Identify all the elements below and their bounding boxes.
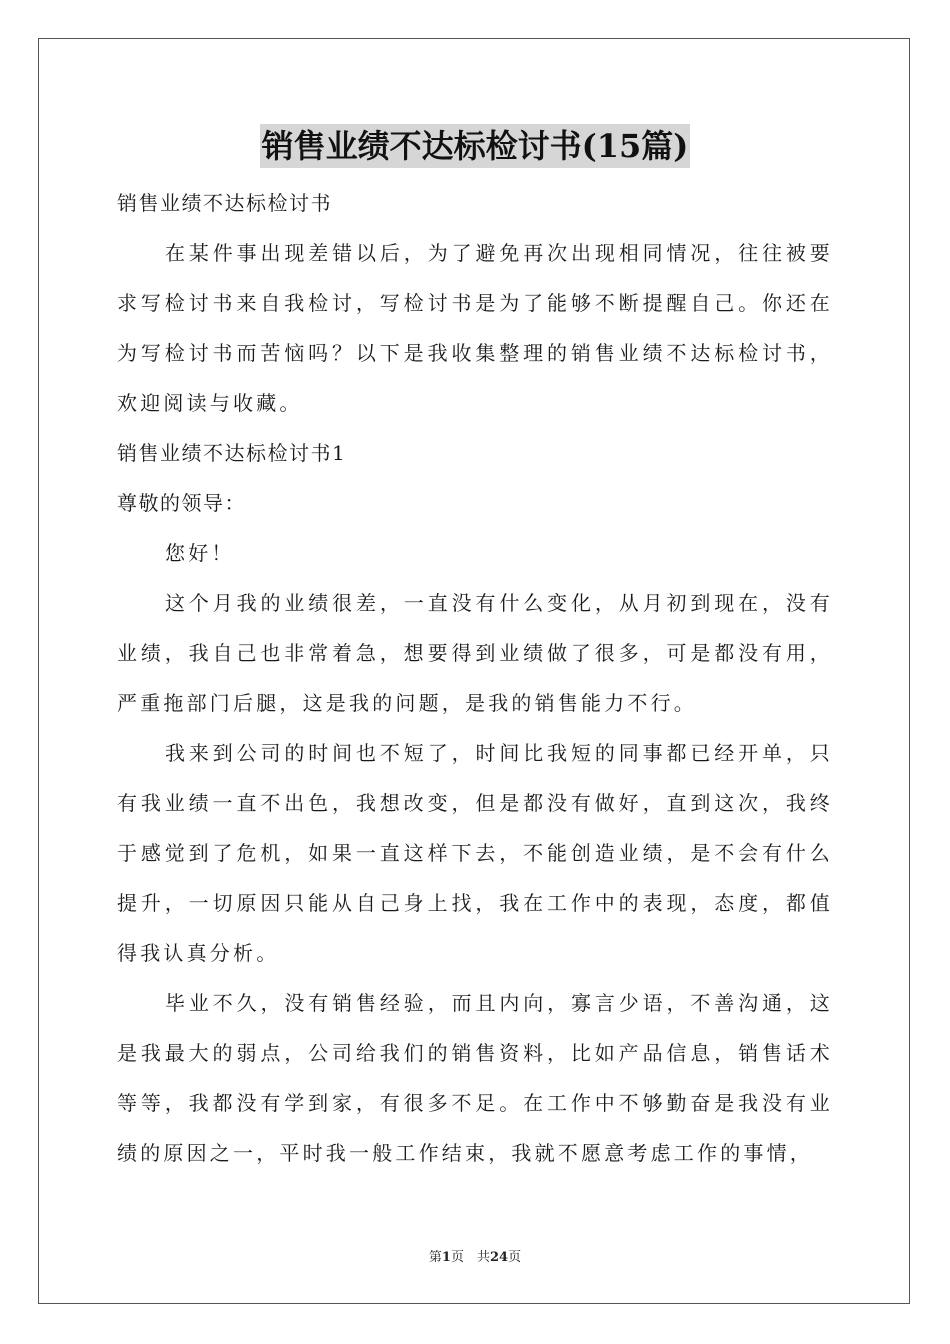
greeting: 您好！ <box>165 541 235 565</box>
page-suffix: 页 <box>508 1250 522 1265</box>
document-body <box>117 178 833 1178</box>
total-page-number: 24 <box>489 1250 509 1265</box>
intro-paragraph: 在某件事出现差错以后，为了避免再次出现相同情况，往往被要求写检讨书来自我检讨，写检讨书是为了能够不断提醒自己。你还在为写检讨书而苦恼吗？以下是我收集整理的销售业绩不达标检讨书，欢迎阅读与收藏。 <box>117 241 833 415</box>
document-title: 销售业绩不达标检讨书(15篇) <box>260 124 691 168</box>
page-footer <box>0 1246 950 1265</box>
title-container <box>0 124 950 168</box>
subtitle: 销售业绩不达标检讨书 <box>117 191 332 215</box>
current-page-number: 1 <box>441 1250 451 1265</box>
section-heading: 销售业绩不达标检讨书1 <box>117 441 347 465</box>
page-prefix: 第 <box>428 1250 442 1265</box>
body-paragraph-2: 我来到公司的时间也不短了，时间比我短的同事都已经开单，只有我业绩一直不出色，我想改变，但是都没有做好，直到这次，我终于感觉到了危机，如果一直这样下去，不能创造业绩，是不会有什么提升，一切原因只能从自己身上找，我在工作中的表现，态度，都值得我认真分析。 <box>117 741 833 965</box>
salutation: 尊敬的领导： <box>117 491 246 515</box>
body-paragraph-3: 毕业不久，没有销售经验，而且内向，寡言少语，不善沟通，这是我最大的弱点，公司给我们的销售资料，比如产品信息，销售话术等等，我都没有学到家，有很多不足。在工作中不够勤奋是我没有业绩的原因之一，平时我一般工作结束，我就不愿意考虑工作的事情， <box>117 991 833 1165</box>
body-paragraph-1: 这个月我的业绩很差，一直没有什么变化，从月初到现在，没有业绩，我自己也非常着急，想要得到业绩做了很多，可是都没有用，严重拖部门后腿，这是我的问题，是我的销售能力不行。 <box>117 591 833 715</box>
page-mid: 页 共 <box>450 1250 490 1265</box>
